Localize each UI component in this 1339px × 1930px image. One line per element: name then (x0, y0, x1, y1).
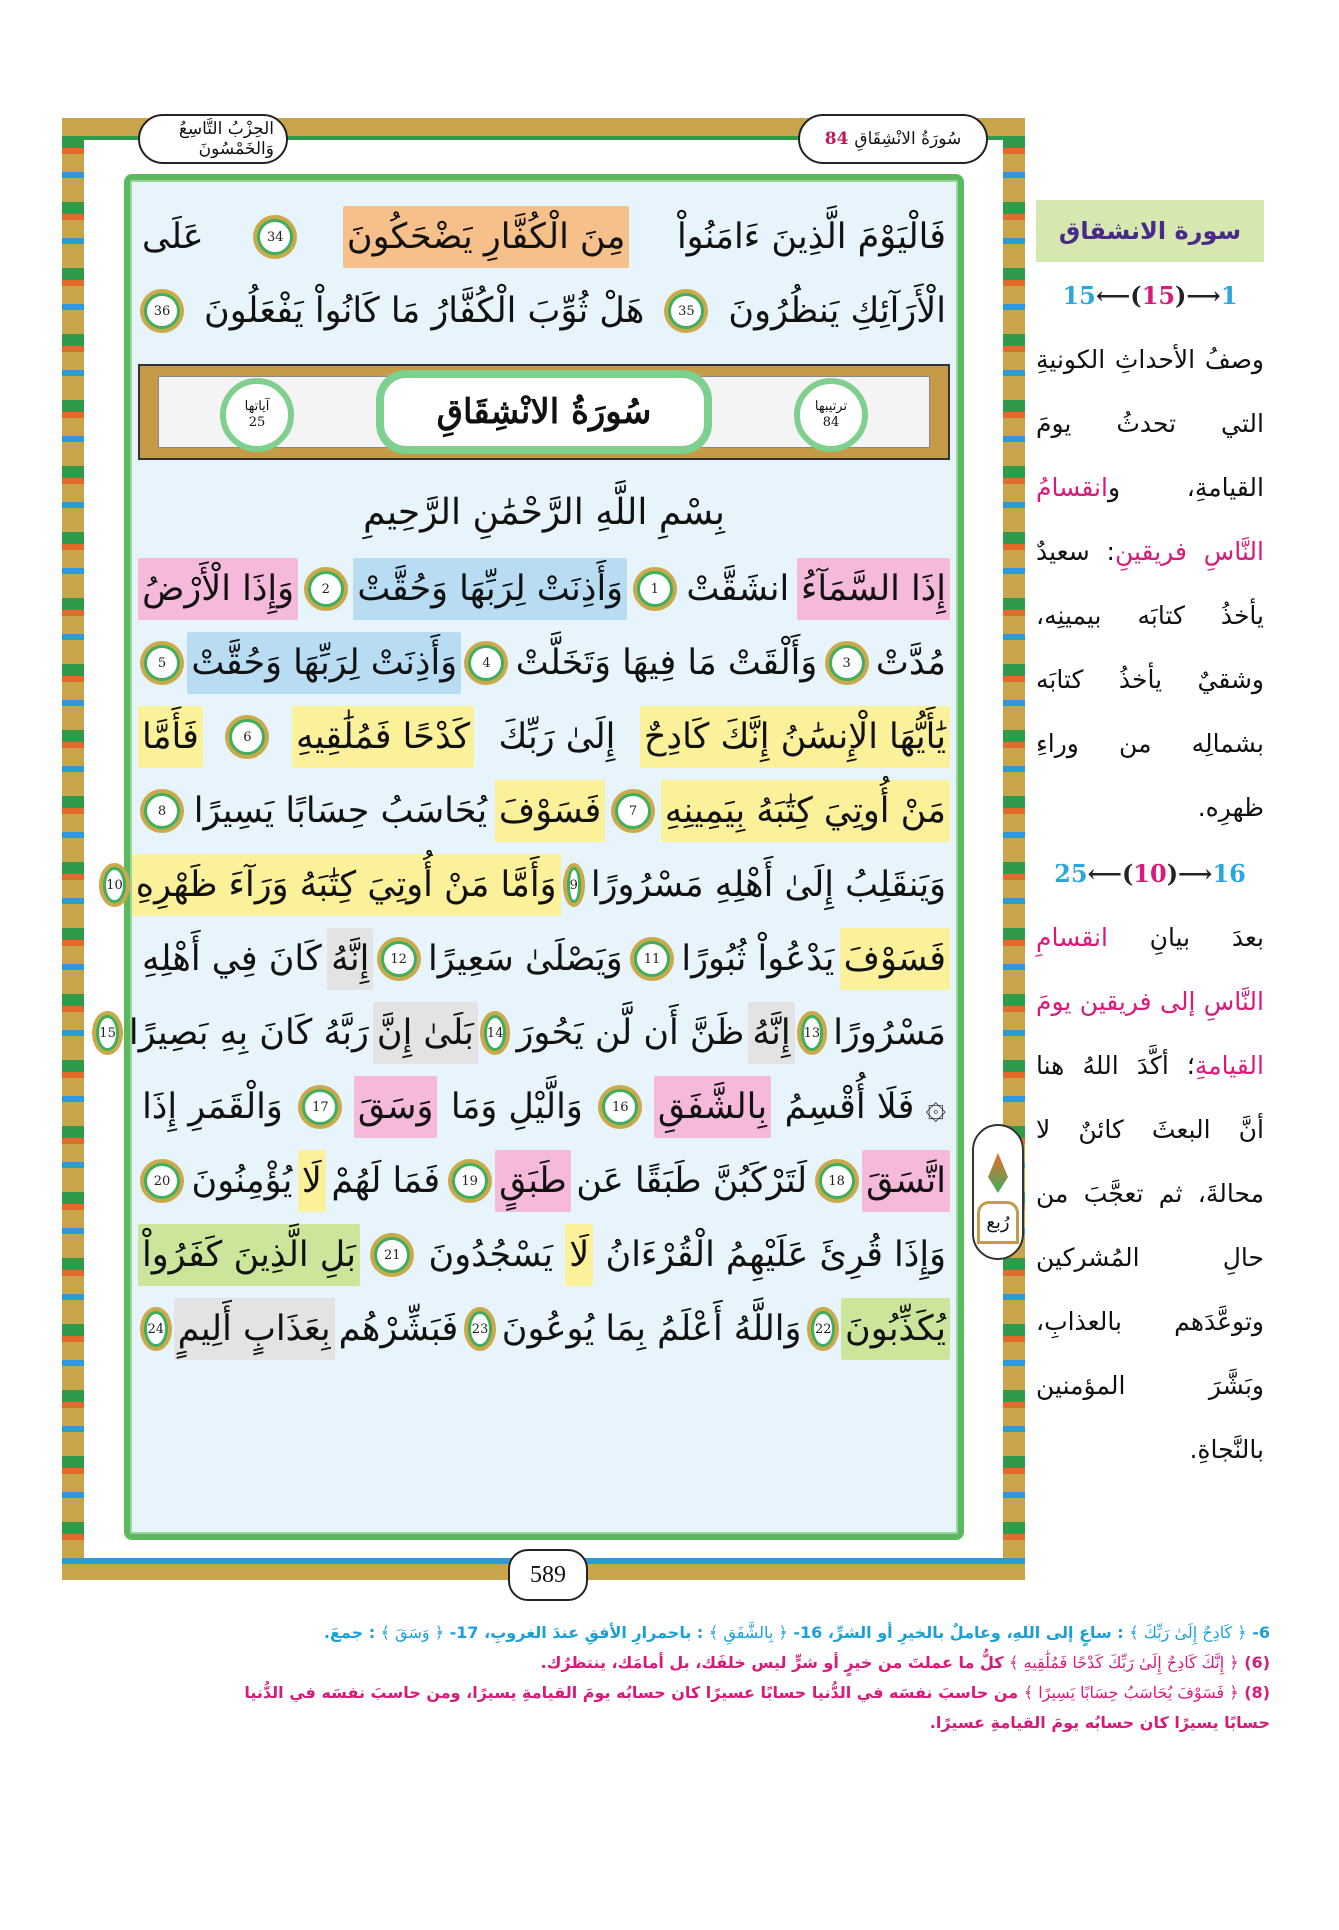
ayah-number-marker: 8 (144, 793, 180, 829)
verse-text: مُدَّتْ (875, 643, 946, 683)
sura-title: سُورَةُ الانْشِقَاقِ (376, 370, 712, 454)
sura-verses-label: آياتها (244, 399, 270, 414)
highlighted-phrase: اتَّسَقَ (862, 1150, 950, 1212)
verse-line (138, 700, 950, 774)
highlighted-phrase: كَدْحًا فَمُلَٰقِيهِ (292, 706, 474, 768)
arrow-right-icon: )⟶ (1175, 280, 1221, 310)
verse-text: فَالْيَوْمَ الَّذِينَ ءَامَنُواْ (676, 217, 946, 257)
verse-line (138, 200, 950, 274)
highlighted-phrase: وَسَقَ (354, 1076, 437, 1138)
sura-verses (99, 552, 950, 1366)
verse-text: مَسْرُورًا (833, 1013, 946, 1053)
quran-text-area (99, 200, 950, 1366)
ayah-number-marker: 18 (819, 1163, 855, 1199)
ayah-number-marker: 6 (229, 719, 265, 755)
verse-text: هَلْ ثُوِّبَ الْكُفَّارُ مَا كَانُواْ يَفْعَلُونَ (204, 291, 645, 331)
highlighted-phrase: بِالشَّفَقِ (654, 1076, 771, 1138)
vocab-def: : ساعٍ إلى اللهِ، وعاملٌ بالخيرِ أو الشرِّ، (827, 1623, 1124, 1642)
ayah-number-marker: 5 (144, 645, 180, 681)
verse-line (138, 922, 950, 996)
verse-text: يُؤْمِنُونَ (191, 1161, 293, 1201)
highlighted-phrase: طَبَقٍ (495, 1150, 571, 1212)
verse-text: عَلَى (142, 217, 204, 257)
previous-sura-ending (138, 200, 950, 348)
vocab-def: : باحمرارِ الأفقِ عندَ الغروبِ، (484, 1623, 704, 1642)
range-start: 16 (1212, 858, 1246, 888)
verse-count: 10 (1133, 858, 1167, 888)
verse-text: انشَقَّتْ (686, 569, 790, 609)
note-text: كلُّ ما عملتَ من خيرٍ أو شرٍّ ليس خلفَك، بل أمامَك، ينتظرُك. (540, 1653, 1004, 1672)
verse-line (138, 1292, 950, 1366)
verse-line (138, 1218, 950, 1292)
ayah-number-marker: 20 (144, 1163, 180, 1199)
ayah-number-marker: 7 (615, 793, 651, 829)
verse-text: وَأَلْقَتْ مَا فِيهَا وَتَخَلَّتْ (515, 643, 818, 683)
page-number: 589 (508, 1549, 588, 1601)
highlighted-phrase: فَسَوْفَ (495, 780, 605, 842)
summary-emphasis: انقسامِ النَّاسِ إلى فريقين يومَ القيامةِ (1036, 923, 1264, 1080)
rub-ornament-icon (988, 1153, 1008, 1193)
verse-text: كَانَ فِي أَهْلِهِ (142, 939, 322, 979)
basmala: بِسْمِ اللَّهِ الرَّحْمَٰنِ الرَّحِيمِ (363, 491, 725, 533)
ayah-number-marker: 14 (484, 1015, 507, 1051)
verse-line (138, 1070, 950, 1144)
ayah-number-marker: 10 (103, 867, 126, 903)
note-num: (8) (1244, 1683, 1270, 1702)
sura-header-label (798, 114, 988, 164)
verse-text: إِلَىٰ رَبِّكَ (498, 717, 616, 757)
verse-text: وَإِذَا قُرِئَ عَلَيْهِمُ الْقُرْءَانُ (605, 1235, 946, 1275)
verse-text: لَتَرْكَبُنَّ طَبَقًا عَن (576, 1161, 808, 1201)
ayah-number-marker: 35 (668, 293, 704, 329)
sura-verses-value: 25 (248, 415, 266, 430)
ayah-number-marker: 36 (144, 293, 180, 329)
highlighted-phrase: بِعَذَابٍ أَلِيمٍ (174, 1298, 335, 1360)
verse-count: 15 (1141, 280, 1176, 310)
verse-range (1036, 840, 1264, 906)
ayah-number-marker: 9 (567, 867, 581, 903)
vocab-num: 6- (1252, 1623, 1270, 1642)
highlighted-phrase: لَا (298, 1150, 326, 1212)
verse-text: فَبَشِّرْهُم (338, 1309, 459, 1349)
ayah-number-marker: 19 (452, 1163, 488, 1199)
ayah-number-marker: 17 (302, 1089, 338, 1125)
verse-text: رَبَّهُ كَانَ بِهِ بَصِيرًا (128, 1013, 369, 1053)
verse-line (106, 848, 950, 922)
highlighted-phrase: مِنَ الْكُفَّارِ يَضْحَكُونَ (343, 206, 629, 268)
vocabulary-note (196, 1618, 1270, 1648)
verse-line (138, 774, 950, 848)
highlighted-phrase: لَا (565, 1224, 593, 1286)
arrow-left-icon: ⟵( (1095, 280, 1142, 310)
highlighted-phrase: بَلَىٰ إِنَّ (373, 1002, 478, 1064)
verse-text: الْأَرَآئِكِ يَنظُرُونَ (728, 291, 946, 331)
sura-order-label: ترتيبها (814, 399, 848, 414)
verse-line (138, 552, 950, 626)
ayah-number-marker: 11 (634, 941, 670, 977)
highlighted-phrase: بَلِ الَّذِينَ كَفَرُواْ (138, 1224, 360, 1286)
highlighted-phrase: فَأَمَّا (138, 706, 203, 768)
sura-header-number: 84 (824, 129, 849, 149)
arrow-right-icon: )⟶ (1166, 858, 1213, 888)
verse-text: يَسْجُدُونَ (428, 1235, 554, 1275)
ayah-number-marker: 4 (468, 645, 504, 681)
vocab-term: ﴿ وَسَقَ ﴾ (380, 1623, 445, 1642)
range-end: 15 (1062, 280, 1096, 310)
verse-text: وَاللَّهُ أَعْلَمُ بِمَا يُوعُونَ (501, 1309, 802, 1349)
ayah-number-marker: 34 (257, 219, 293, 255)
note-text: من حاسبَ نفسَه في الدُّنيا حسابًا عسيرًا كان حسابُه يومَ القيامةِ يسيرًا، ومن حاسبَ نفسَه في الدُّنيا حسابًا يسيرًا كان حسابُه يومَ القيامةِ عسيرًا. (244, 1683, 1270, 1732)
vocab-term: ﴿ كَادِحٌ إِلَىٰ رَبِّكَ ﴾ (1129, 1623, 1247, 1642)
highlighted-phrase: إِذَا السَّمَآءُ (797, 558, 950, 620)
verse-text: فَمَا لَهُمْ (331, 1161, 441, 1201)
summary-text: بعدَ بيانِ (1107, 923, 1264, 952)
ayah-number-marker: 2 (308, 571, 344, 607)
sura-order-medal (794, 378, 868, 452)
highlighted-phrase: يُكَذِّبُونَ (841, 1298, 950, 1360)
verse-text: وَيَنقَلِبُ إِلَىٰ أَهْلِهِ مَسْرُورًا (590, 865, 946, 905)
sura-summary-sidebar (1036, 200, 1264, 1482)
footnotes (196, 1618, 1270, 1738)
verse-text: ظَنَّ أَن لَّن يَحُورَ (516, 1013, 745, 1053)
verse-text: وَالَّيْلِ وَمَا (450, 1087, 583, 1127)
sidebar-title: سورة الانشقاق (1036, 200, 1264, 262)
summary-text: وصفُ الأحداثِ الكونيةِ التي تحدثُ يومَ القيامةِ، و (1036, 345, 1264, 502)
reflection-note-8 (196, 1678, 1270, 1738)
section-summary (1036, 906, 1264, 1482)
range-start: 1 (1220, 280, 1238, 310)
verse-line (99, 996, 950, 1070)
highlighted-phrase: مَنْ أُوتِيَ كِتَٰبَهُ بِيَمِينِهِ (661, 780, 950, 842)
highlighted-phrase: إِنَّهُ (327, 928, 373, 990)
ayah-number-marker: 15 (96, 1015, 119, 1051)
summary-emphasis: انقسامُ النَّاسِ فريقينِ (1036, 473, 1264, 566)
highlighted-phrase: وَأَذِنَتْ لِرَبِّهَا وَحُقَّتْ (353, 558, 627, 620)
sura-title-banner (138, 364, 950, 460)
verse-line (138, 1144, 950, 1218)
juz-label-text: الحِزْبُ التَّاسِعُ وَالخَمْسُونَ (178, 119, 274, 159)
vocab-def: : جمعَ. (323, 1623, 376, 1642)
vocab-num: 17- (449, 1623, 479, 1642)
sura-order-value: 84 (822, 415, 840, 430)
verse-text: يُحَاسَبُ حِسَابًا يَسِيرًا (193, 791, 488, 831)
rub-label: رُبع (977, 1201, 1018, 1244)
note-quote: ﴿ إِنَّكَ كَادِحٌ إِلَىٰ رَبِّكَ كَدْحًا فَمُلَٰقِيهِ ﴾ (1009, 1653, 1239, 1672)
vocab-num: 16- (793, 1623, 823, 1642)
rub-hizb-marker (972, 1124, 1024, 1260)
note-quote: ﴿ فَسَوْفَ يُحَاسَبُ حِسَابًا يَسِيرًا ﴾ (1023, 1683, 1239, 1702)
ayah-number-marker: 16 (602, 1089, 638, 1125)
sura-verses-medal (220, 378, 294, 452)
ayah-number-marker: 3 (829, 645, 865, 681)
sura-header-text: سُورَةُ الانْشِقَاقِ (854, 129, 962, 149)
ayah-number-marker: 12 (381, 941, 417, 977)
highlighted-phrase: فَسَوْفَ (840, 928, 950, 990)
verse-range (1036, 262, 1264, 328)
verse-text: ۞ فَلَا أُقْسِمُ (784, 1087, 946, 1127)
verse-text: وَالْقَمَرِ إِذَا (142, 1087, 283, 1127)
verse-line (138, 274, 950, 348)
juz-label (138, 114, 288, 164)
arrow-left-icon: ⟵( (1087, 858, 1134, 888)
ayah-number-marker: 13 (801, 1015, 824, 1051)
note-num: (6) (1244, 1653, 1270, 1672)
ayah-number-marker: 1 (637, 571, 673, 607)
verse-line (138, 626, 950, 700)
summary-text: ؛ أكَّدَ اللهُ هنا أنَّ البعثَ كائنٌ لا محالةَ، ثم تعجَّبَ من حالِ المُشركين وتوعَّدَهم بالعذابِ، وبَشَّرَ المؤمنين بالنَّجاةِ. (1036, 1051, 1264, 1464)
highlighted-phrase: وَإِذَا الْأَرْضُ (138, 558, 298, 620)
ayah-number-marker: 21 (374, 1237, 410, 1273)
highlighted-phrase: وَأَمَّا مَنْ أُوتِيَ كِتَٰبَهُ وَرَآءَ ظَهْرِهِ (132, 854, 561, 916)
vocab-term: ﴿ بِالشَّفَقِ ﴾ (708, 1623, 788, 1642)
ayah-number-marker: 22 (811, 1311, 835, 1347)
ayah-number-marker: 24 (144, 1311, 168, 1347)
highlighted-phrase: وَأَذِنَتْ لِرَبِّهَا وَحُقَّتْ (187, 632, 461, 694)
highlighted-phrase: إِنَّهُ (748, 1002, 794, 1064)
verse-text: يَدْعُواْ ثُبُورًا (681, 939, 835, 979)
summary-text: : سعيدٌ يأخذُ كتابَه بيمينِه، وشقيٌ يأخذُ كتابَه بشمالِه من وراءِ ظهرِه. (1036, 537, 1264, 822)
ayah-number-marker: 23 (468, 1311, 492, 1347)
reflection-note-6 (196, 1648, 1270, 1678)
sidebar-sections (1036, 262, 1264, 1482)
verse-text: وَيَصْلَىٰ سَعِيرًا (428, 939, 623, 979)
range-end: 25 (1054, 858, 1088, 888)
highlighted-phrase: يَٰأَيُّهَا الْإِنسَٰنُ إِنَّكَ كَادِحٌ (640, 706, 950, 768)
section-summary (1036, 328, 1264, 840)
